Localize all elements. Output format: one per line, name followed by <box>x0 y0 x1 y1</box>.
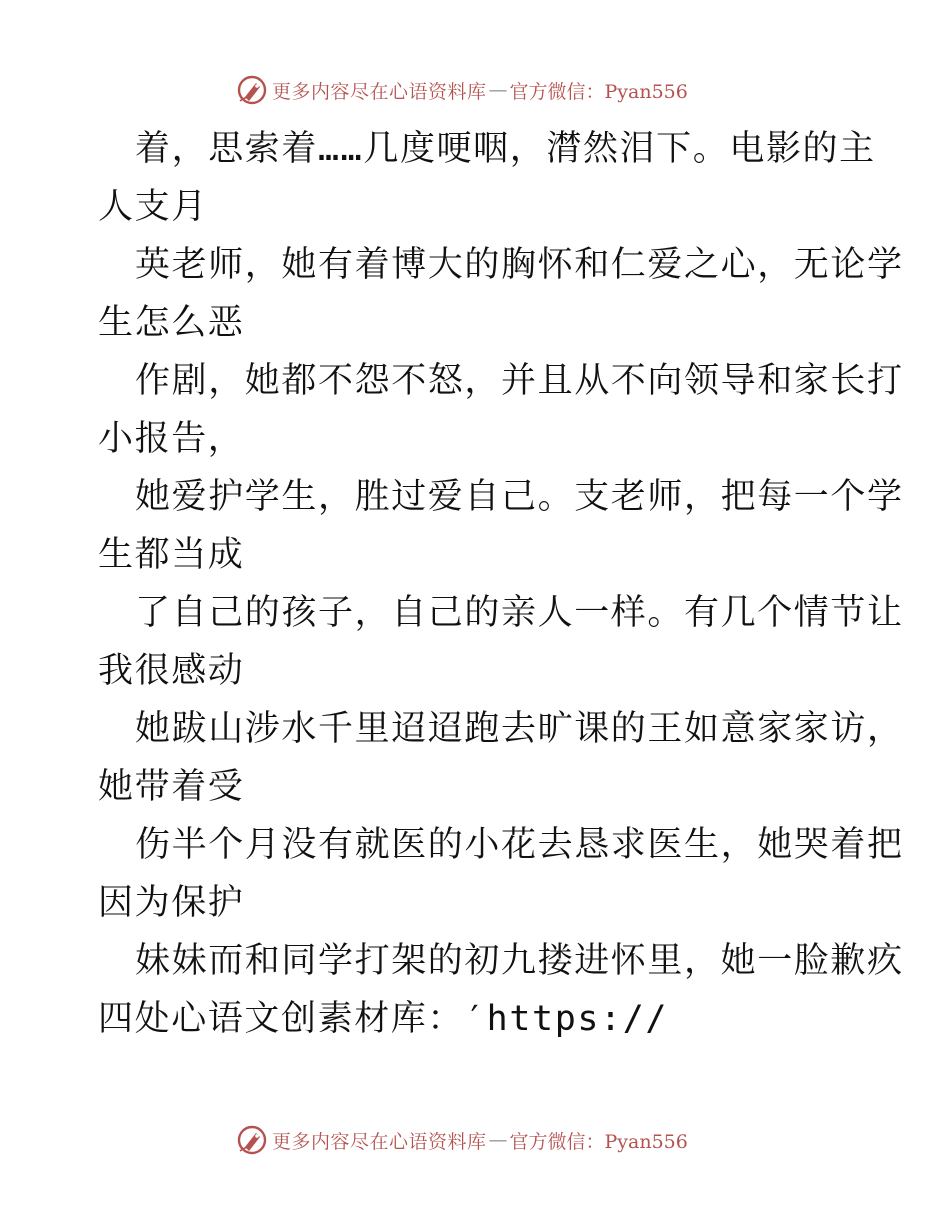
text-line: 英老师，她有着博大的胸怀和仁爱之心，无论学 <box>135 245 904 285</box>
text-line: 人支月 <box>98 187 208 227</box>
text-line: 生怎么恶 <box>98 303 245 343</box>
banner-dash: — <box>488 79 508 101</box>
banner-wechat-text: 官方微信：Pyan556 <box>509 1130 688 1153</box>
footer-banner <box>236 1122 716 1158</box>
document-body <box>98 120 904 1048</box>
text-line: 小报告， <box>98 419 245 459</box>
banner-wechat-text: 官方微信：Pyan556 <box>509 80 688 103</box>
text-line: 她跋山涉水千里迢迢跑去旷课的王如意家家访， <box>135 709 904 749</box>
banner-dash: — <box>488 1129 508 1151</box>
text-line: 我很感动 <box>98 651 245 691</box>
text-line: 了自己的孩子，自己的亲人一样。有几个情节让 <box>135 593 904 633</box>
text-line: 四处心语文创素材库：′https:// <box>98 999 669 1039</box>
text-line: 妹妹而和同学打架的初九搂进怀里，她一脸歉疚 <box>135 941 904 981</box>
text-line: 她爱护学生，胜过爱自己。支老师，把每一个学 <box>135 477 904 517</box>
text-line: 着，思索着……几度哽咽，潸然泪下。电影的主 <box>135 129 876 169</box>
banner-main-text: 更多内容尽在心语资料库 <box>272 80 487 103</box>
text-line: 伤半个月没有就医的小花去恳求医生，她哭着把 <box>135 825 904 865</box>
banner-main-text: 更多内容尽在心语资料库 <box>272 1130 487 1153</box>
pen-nib-logo-icon <box>236 74 268 106</box>
text-line: 她带着受 <box>98 767 245 807</box>
pen-nib-logo-icon <box>236 1124 268 1156</box>
text-line: 因为保护 <box>98 883 245 923</box>
header-banner <box>236 72 716 108</box>
text-line: 生都当成 <box>98 535 245 575</box>
text-line: 作剧，她都不怨不怒，并且从不向领导和家长打 <box>135 361 904 401</box>
